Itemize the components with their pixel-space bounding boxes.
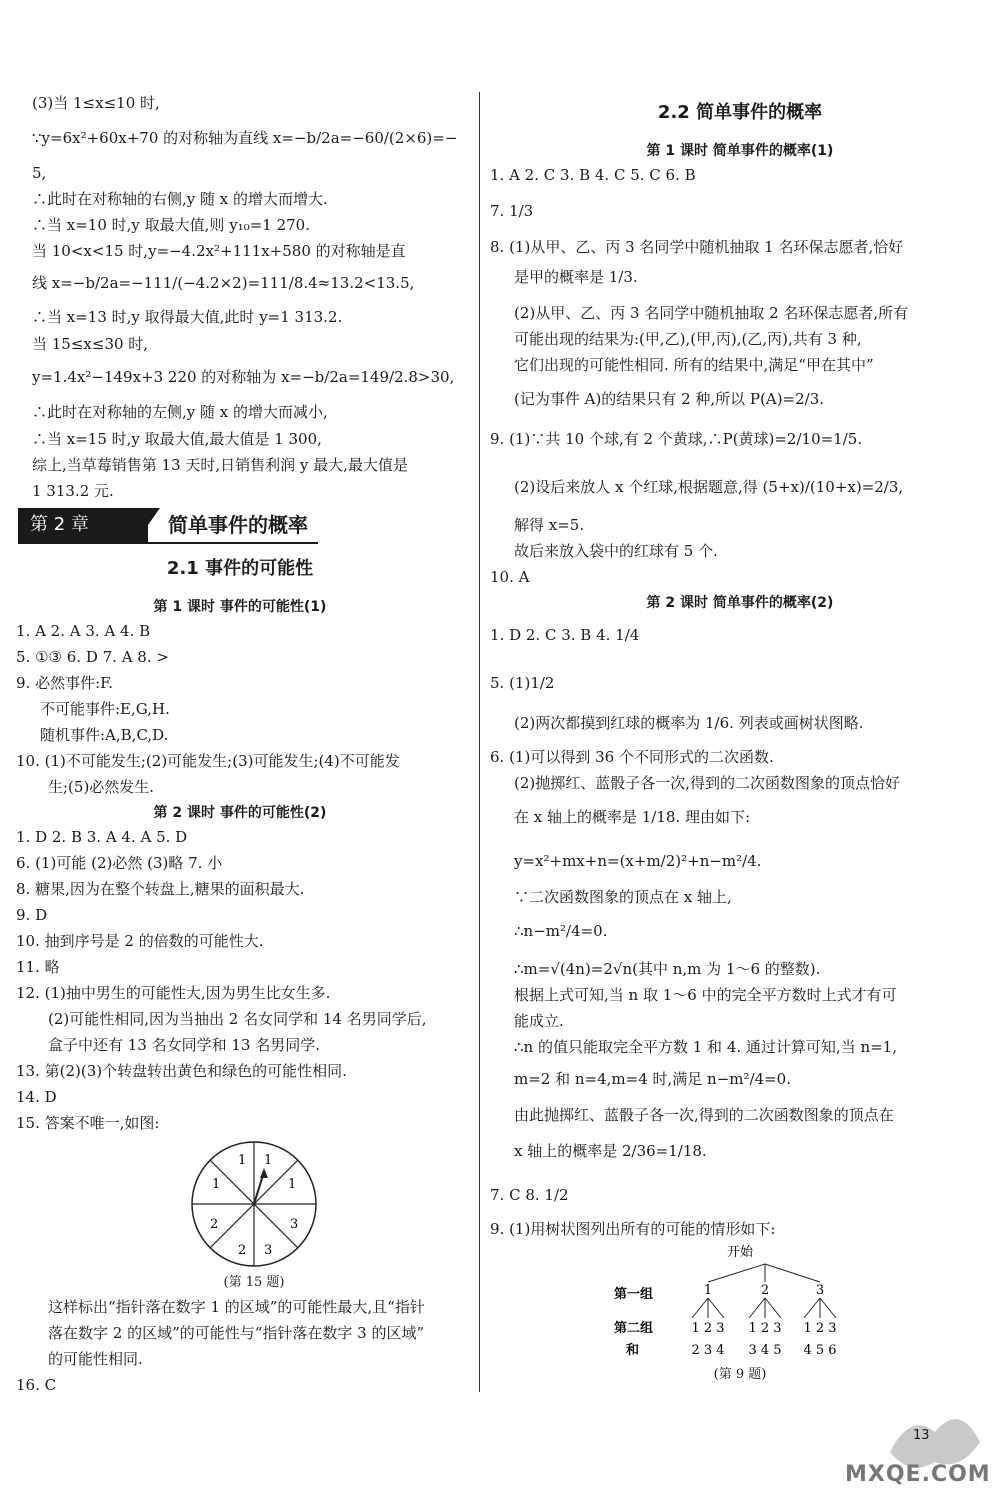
text-line: ∴当 x=13 时,y 取得最大值,此时 y=1 313.2.	[32, 308, 343, 326]
lesson-title: 第 1 课时 简单事件的概率(1)	[646, 143, 834, 159]
tree-branch	[708, 1298, 724, 1318]
answer-line: 5. ①③ 6. D 7. A 8. >	[16, 648, 169, 666]
tree-root: 开始	[726, 1245, 754, 1260]
lesson-title: 第 2 课时 简单事件的概率(2)	[646, 595, 834, 611]
text-line: ∴此时在对称轴的左侧,y 随 x 的增大而减小,	[32, 403, 328, 421]
answer-line: 15. 答案不唯一,如图:	[16, 1114, 160, 1132]
lesson-title: 第 1 课时 事件的可能性(1)	[153, 599, 327, 615]
spinner-number: 3	[290, 1217, 299, 1232]
text-line: ∵y=6x²+60x+70 的对称轴为直线 x=−b/2a=−60/(2×6)=−	[32, 129, 458, 147]
answer-line: 10. (1)不可能发生;(2)可能发生;(3)可能发生;(4)不可能发	[16, 752, 400, 770]
answer-line: ∴n−m²/4=0.	[514, 922, 608, 940]
figure-caption: (第 9 题)	[713, 1367, 767, 1382]
text-line: 这样标出“指针落在数字 1 的区域”的可能性最大,且“指针	[48, 1298, 425, 1316]
answer-line: 1. D 2. B 3. A 4. A 5. D	[16, 828, 188, 846]
watermark-text: MXQE.COM	[845, 1462, 991, 1487]
pointer-arrow-icon	[260, 1168, 268, 1178]
answer-line: 1. A 2. A 3. A 4. B	[16, 622, 151, 640]
answer-line: 9. (1)用树状图列出所有的可能的情形如下:	[490, 1220, 776, 1238]
answer-line: 9. (1)∵共 10 个球,有 2 个黄球,∴P(黄球)=2/10=1/5.	[490, 430, 863, 448]
tree-branch	[820, 1298, 836, 1318]
answer-line: 14. D	[16, 1088, 57, 1106]
tree-branch	[749, 1298, 765, 1318]
answer-line: y=x²+mx+n=(x+m/2)²+n−m²/4.	[514, 852, 762, 870]
tree-branch	[804, 1298, 820, 1318]
answer-line: 7. 1/3	[490, 202, 534, 220]
answer-line: 11. 略	[16, 958, 60, 976]
answer-line: 10. 抽到序号是 2 的倍数的可能性大.	[16, 932, 264, 950]
tree-sum: 4 5 6	[803, 1343, 837, 1358]
answer-line: 盒子中还有 13 名女同学和 13 名男同学.	[48, 1036, 321, 1054]
chapter-label: 第 2 章	[18, 508, 148, 542]
page-number: 13	[913, 1428, 930, 1443]
answer-line: 可能出现的结果为:(甲,乙),(甲,丙),(乙,丙),共有 3 种,	[514, 330, 862, 348]
answer-line: 它们出现的可能性相同. 所有的结果中,满足“甲在其中”	[514, 356, 874, 374]
tree-node: 3	[815, 1283, 825, 1298]
answer-line: 根据上式可知,当 n 取 1～6 中的完全平方数时上式才有可	[514, 986, 897, 1004]
answer-line: (2)两次都摸到红球的概率为 1/6. 列表或画树状图略.	[514, 714, 864, 732]
answer-line: 6. (1)可以得到 36 个不同形式的二次函数.	[490, 748, 774, 766]
spinner-number: 2	[210, 1217, 219, 1232]
text-line: y=1.4x²−149x+3 220 的对称轴为 x=−b/2a=149/2.8>30,	[32, 368, 455, 386]
answer-line: x 轴上的概率是 2/36=1/18.	[514, 1142, 707, 1160]
answer-line: 1. D 2. C 3. B 4. 1/4	[490, 626, 640, 644]
answer-line: 9. D	[16, 906, 48, 924]
answer-line: 随机事件:A,B,C,D.	[40, 726, 169, 744]
answer-line: 能成立.	[514, 1012, 564, 1030]
answer-line: m=2 和 n=4,m=4 时,满足 n−m²/4=0.	[514, 1070, 791, 1088]
answer-line: 故后来放入袋中的红球有 5 个.	[514, 542, 718, 560]
answer-line: (2)抛掷红、蓝骰子各一次,得到的二次函数图象的顶点恰好	[514, 774, 901, 792]
answer-line: (2)设后来放人 x 个红球,根据题意,得 (5+x)/(10+x)=2/3,	[514, 478, 904, 496]
spinner-number: 2	[238, 1243, 247, 1258]
chapter-title: 简单事件的概率	[168, 513, 308, 537]
spinner-number: 1	[212, 1177, 221, 1192]
answer-line: (记为事件 A)的结果只有 2 种,所以 P(A)=2/3.	[514, 390, 825, 408]
answer-line: 12. (1)抽中男生的可能性大,因为男生比女生多.	[16, 984, 331, 1002]
answer-line: 16. C	[16, 1376, 57, 1394]
text-line: 的可能性相同.	[48, 1350, 143, 1368]
answer-line: 由此抛掷红、蓝骰子各一次,得到的二次函数图象的顶点在	[514, 1106, 894, 1124]
chapter-underline	[18, 542, 318, 544]
answer-line: 在 x 轴上的概率是 1/18. 理由如下:	[514, 808, 751, 826]
answer-line: 9. 必然事件:F.	[16, 674, 113, 692]
tree-row-label: 第二组	[614, 1321, 654, 1336]
tree-sum: 3 4 5	[748, 1343, 782, 1358]
column-divider	[479, 92, 480, 1392]
text-line: (3)当 1≤x≤10 时,	[32, 94, 160, 112]
tree-branch	[765, 1264, 820, 1282]
answer-line: 8. 糖果,因为在整个转盘上,糖果的面积最大.	[16, 880, 305, 898]
spinner-number: 1	[264, 1153, 273, 1168]
tree-branch	[765, 1298, 781, 1318]
spinner-number: 1	[238, 1153, 247, 1168]
text-line: ∴当 x=10 时,y 取最大值,则 y₁₀=1 270.	[32, 216, 310, 234]
answer-line: 6. (1)可能 (2)必然 (3)略 7. 小	[16, 854, 223, 872]
tree-node: 1 2 3	[691, 1321, 725, 1336]
section-title: 2.1 事件的可能性	[166, 558, 314, 579]
answer-line: 生;(5)必然发生.	[48, 778, 155, 796]
tree-diagram	[600, 1242, 880, 1362]
tree-node: 1	[703, 1283, 713, 1298]
text-line: 当 15≤x≤30 时,	[32, 335, 149, 353]
answer-line: 不可能事件:E,G,H.	[40, 700, 170, 718]
answer-line: 10. A	[490, 568, 530, 586]
section-title: 2.2 简单事件的概率	[657, 102, 823, 123]
answer-line: 是甲的概率是 1/3.	[514, 268, 638, 286]
text-line: 综上,当草莓销售第 13 天时,日销售利润 y 最大,最大值是	[32, 456, 408, 474]
answer-line: 8. (1)从甲、乙、丙 3 名同学中随机抽取 1 名环保志愿者,恰好	[490, 238, 904, 256]
text-line: 1 313.2 元.	[32, 482, 114, 500]
answer-line: 1. A 2. C 3. B 4. C 5. C 6. B	[490, 166, 696, 184]
spinner-number: 3	[264, 1243, 273, 1258]
answer-line: 13. 第(2)(3)个转盘转出黄色和绿色的可能性相同.	[16, 1062, 347, 1080]
answer-line: (2)从甲、乙、丙 3 名同学中随机抽取 2 名环保志愿者,所有	[514, 304, 909, 322]
answer-line: (2)可能性相同,因为当抽出 2 名女同学和 14 名男同学后,	[48, 1010, 427, 1028]
answer-line: ∴m=√(4n)=2√n(其中 n,m 为 1～6 的整数).	[514, 960, 821, 978]
text-line: 线 x=−b/2a=−111/(−4.2×2)=111/8.4≈13.2<13.5,	[32, 274, 415, 292]
text-line: 落在数字 2 的区域”的可能性与“指针落在数字 3 的区域”	[48, 1324, 425, 1342]
tree-node: 2	[760, 1283, 770, 1298]
spinner-number: 1	[288, 1177, 297, 1192]
tree-row-label: 第一组	[614, 1287, 654, 1302]
text-line: 5,	[32, 164, 47, 182]
tree-branch	[692, 1298, 708, 1318]
lesson-title: 第 2 课时 事件的可能性(2)	[153, 805, 327, 821]
tree-row-label: 和	[626, 1343, 640, 1358]
answer-line: ∵二次函数图象的顶点在 x 轴上,	[514, 888, 732, 906]
answer-line: 解得 x=5.	[514, 516, 585, 534]
answer-line: ∴n 的值只能取完全平方数 1 和 4. 通过计算可知,当 n=1,	[514, 1038, 897, 1056]
tree-branch	[708, 1264, 765, 1282]
chapter-slant-shape	[136, 508, 160, 542]
spinner-diagram	[188, 1138, 320, 1270]
text-line: ∴此时在对称轴的右侧,y 随 x 的增大而增大.	[32, 190, 328, 208]
answer-line: 5. (1)1/2	[490, 674, 555, 692]
tree-node: 1 2 3	[748, 1321, 782, 1336]
figure-caption: (第 15 题)	[223, 1275, 285, 1290]
tree-node: 1 2 3	[803, 1321, 837, 1336]
text-line: ∴当 x=15 时,y 取最大值,最大值是 1 300,	[32, 430, 322, 448]
chapter-header	[18, 508, 458, 544]
text-line: 当 10<x<15 时,y=−4.2x²+111x+580 的对称轴是直	[32, 242, 406, 260]
tree-sum: 2 3 4	[691, 1343, 725, 1358]
answer-line: 7. C 8. 1/2	[490, 1186, 569, 1204]
